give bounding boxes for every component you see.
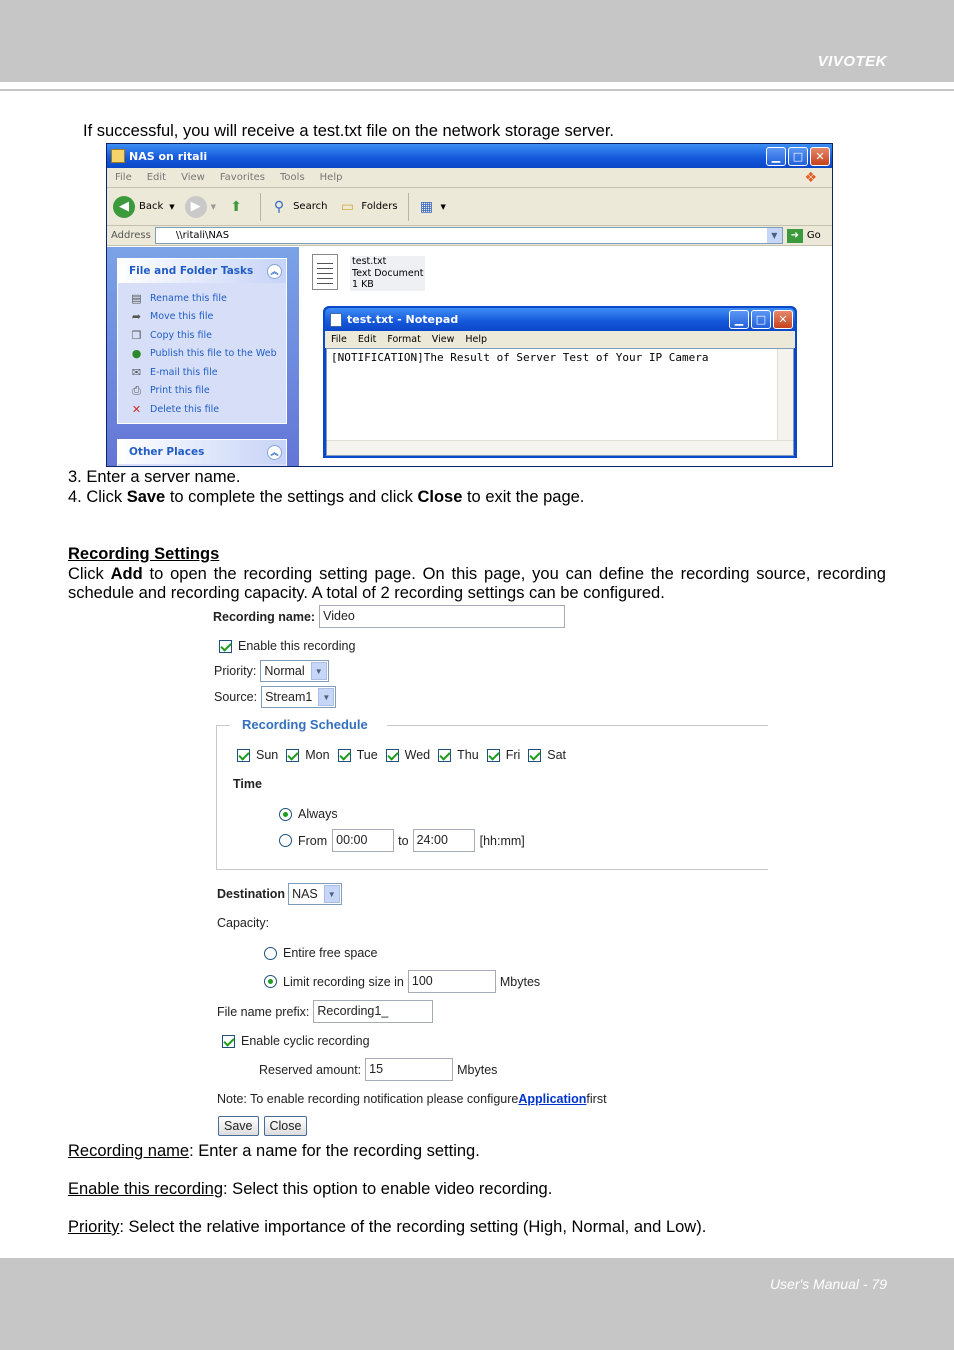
cyclic-recording-checkbox[interactable] <box>222 1035 235 1048</box>
task-rename[interactable]: ▤ Rename this file <box>129 289 286 308</box>
menu-favorites[interactable]: Favorites <box>219 172 266 183</box>
wed-checkbox[interactable] <box>386 749 399 762</box>
thu-checkbox[interactable] <box>438 749 451 762</box>
file-size: 1 KB <box>352 279 374 290</box>
reserved-amount-input[interactable]: 15 <box>365 1058 453 1081</box>
step-4: 4. Click Save to complete the settings and click Close to exit the page. <box>68 488 585 506</box>
notepad-title: test.txt - Notepad <box>347 313 459 326</box>
note-row: Note: To enable recording notification please configure Application first <box>217 1092 607 1106</box>
go-button[interactable]: ➜ Go <box>787 229 821 243</box>
reserved-label: Reserved amount: <box>259 1062 362 1077</box>
file-prefix-row <box>217 1000 433 1023</box>
menu-file[interactable]: File <box>331 334 347 345</box>
minimize-button[interactable]: ▁ <box>729 310 749 329</box>
brand-logo: VIVOTEK <box>817 53 887 70</box>
menu-tools[interactable]: Tools <box>280 172 305 183</box>
footer-band <box>0 1258 954 1350</box>
page-number: User's Manual - 79 <box>769 1276 887 1292</box>
task-move[interactable]: ➦ Move this file <box>129 308 286 327</box>
definition-enable-recording: Enable this recording: Select this option to enable video recording. <box>68 1180 553 1198</box>
delete-icon: ✕ <box>131 402 142 416</box>
collapse-icon[interactable]: ︽ <box>267 445 282 460</box>
maximize-button[interactable]: □ <box>751 310 771 329</box>
limit-size-row: Limit recording size in 100 Mbytes <box>264 970 540 993</box>
entire-free-space-radio[interactable] <box>264 947 277 960</box>
recording-name-row <box>213 605 565 628</box>
dropdown-arrow-icon: ▼ <box>210 202 217 211</box>
notepad-menu-bar <box>325 331 795 348</box>
dropdown-arrow-icon: ▼ <box>169 202 175 211</box>
capacity-label: Capacity: <box>217 916 270 930</box>
file-type: Text Document <box>352 267 424 279</box>
notepad-window <box>323 306 797 458</box>
destination-label: Destination <box>217 887 286 901</box>
close-button[interactable]: Close <box>264 1116 308 1136</box>
chevron-down-icon: ▼ <box>324 885 340 903</box>
destination-select[interactable]: NAS ▼ <box>288 883 342 905</box>
always-radio[interactable] <box>279 808 292 821</box>
task-delete[interactable]: ✕ Delete this file <box>129 400 286 419</box>
task-print[interactable]: ⎙ Print this file <box>129 382 286 401</box>
address-input[interactable]: \\ritali\NAS ▼ <box>155 227 783 244</box>
folder-icon <box>111 149 125 163</box>
up-folder-button[interactable] <box>226 197 250 217</box>
up-folder-icon: ⬆ <box>230 198 242 215</box>
chevron-down-icon: ▼ <box>311 662 327 680</box>
header-divider <box>0 89 954 91</box>
copy-icon: ❐ <box>131 328 142 342</box>
priority-select[interactable]: Normal ▼ <box>260 660 328 682</box>
destination-row <box>217 883 342 905</box>
close-button[interactable]: ✕ <box>773 310 793 329</box>
other-places-header[interactable]: Other Places ︽ <box>118 440 286 464</box>
back-button[interactable]: ◀ Back ▼ <box>113 196 175 218</box>
toolbar-separator <box>260 193 261 221</box>
source-label: Source: <box>214 690 258 704</box>
back-arrow-icon: ◀ <box>113 196 135 218</box>
move-icon: ➦ <box>131 310 142 324</box>
notepad-content: [NOTIFICATION]The Result of Server Test of Your IP Camera <box>331 351 709 364</box>
views-button[interactable] <box>417 197 446 217</box>
file-prefix-label: File name prefix: <box>217 1004 310 1019</box>
views-icon: ▦ <box>419 198 434 215</box>
file-name: test.txt <box>352 256 387 267</box>
printer-icon: ⎙ <box>132 383 141 397</box>
explorer-toolbar <box>107 188 832 226</box>
explorer-menu-bar <box>107 168 832 188</box>
step-3: 3. Enter a server name. <box>68 468 241 486</box>
enable-recording-row[interactable]: Enable this recording <box>219 639 355 653</box>
from-row: From 00:00 to 24:00 [hh:mm] <box>279 829 525 852</box>
source-select[interactable]: Stream1 ▼ <box>261 686 336 708</box>
horizontal-scrollbar[interactable] <box>327 440 793 455</box>
minimize-button[interactable]: ▁ <box>766 147 786 166</box>
explorer-window <box>106 143 833 467</box>
menu-help[interactable]: Help <box>465 334 488 345</box>
source-row <box>214 686 336 708</box>
task-email[interactable]: ✉ E-mail this file <box>129 363 286 382</box>
day-checkboxes: Sun Mon Tue Wed Thu Fri Sat <box>237 748 566 762</box>
address-label: Address <box>111 230 151 241</box>
file-prefix-input[interactable]: Recording1_ <box>313 1000 433 1023</box>
chevron-down-icon: ▼ <box>318 688 334 706</box>
notepad-title-bar <box>325 308 795 331</box>
notepad-text-area[interactable] <box>326 348 794 456</box>
limit-size-input[interactable]: 100 <box>408 970 496 993</box>
cyclic-row[interactable]: Enable cyclic recording <box>222 1034 370 1048</box>
forward-button[interactable] <box>185 196 216 218</box>
menu-view[interactable]: View <box>181 172 205 183</box>
menu-file[interactable]: File <box>115 172 132 183</box>
section-heading: Recording Settings <box>68 545 220 563</box>
dropdown-arrow-icon: ▼ <box>440 202 446 211</box>
recording-settings-form <box>205 603 775 1143</box>
file-info <box>350 256 425 291</box>
search-icon: ⚲ <box>273 198 285 215</box>
rename-icon: ▤ <box>131 291 142 305</box>
intro-text: If successful, you will receive a test.txt file on the network storage server. <box>83 122 614 140</box>
task-copy[interactable]: ❐ Copy this file <box>129 326 286 345</box>
forward-arrow-icon: ▶ <box>185 196 207 218</box>
save-button[interactable]: Save <box>218 1116 259 1136</box>
chevron-down-icon[interactable]: ▼ <box>767 228 782 243</box>
recording-name-label: Recording name: <box>213 609 316 624</box>
menu-edit[interactable]: Edit <box>357 334 377 345</box>
notepad-icon <box>330 313 342 327</box>
folders-icon: ▭ <box>340 198 355 215</box>
go-arrow-icon: ➜ <box>787 229 803 243</box>
mon-checkbox[interactable] <box>286 749 299 762</box>
text-file-icon <box>312 254 338 290</box>
recording-schedule-legend: Recording Schedule <box>242 717 368 732</box>
from-time-input[interactable]: 00:00 <box>332 829 394 852</box>
address-bar <box>107 226 832 246</box>
reserved-row: Reserved amount: 15 Mbytes <box>259 1058 497 1081</box>
task-publish[interactable]: ● Publish this file to the Web <box>129 345 286 364</box>
recording-name-input[interactable]: Video <box>319 605 565 628</box>
sun-checkbox[interactable] <box>237 749 250 762</box>
to-time-input[interactable]: 24:00 <box>413 829 475 852</box>
definition-recording-name: Recording name: Enter a name for the recording setting. <box>68 1142 480 1160</box>
maximize-button[interactable]: □ <box>788 147 808 166</box>
fri-checkbox[interactable] <box>487 749 500 762</box>
close-button[interactable]: ✕ <box>810 147 830 166</box>
tue-checkbox[interactable] <box>338 749 351 762</box>
explorer-title-bar <box>107 144 832 168</box>
enable-recording-checkbox[interactable] <box>219 640 232 653</box>
menu-edit[interactable]: Edit <box>146 172 167 183</box>
menu-view[interactable]: View <box>431 334 455 345</box>
globe-icon: ● <box>131 347 142 361</box>
file-folder-tasks-header[interactable]: File and Folder Tasks ︽ <box>118 259 286 283</box>
file-test-txt[interactable] <box>312 254 425 291</box>
priority-row <box>214 660 329 682</box>
explorer-title: NAS on ritali <box>129 149 208 163</box>
email-icon: ✉ <box>131 365 142 379</box>
header-band <box>0 0 954 82</box>
other-places-panel <box>117 439 287 467</box>
limit-size-radio[interactable] <box>264 975 277 988</box>
collapse-icon[interactable]: ︽ <box>267 264 282 279</box>
search-button[interactable]: ⚲ Search <box>269 197 327 217</box>
application-link[interactable]: Application <box>518 1092 587 1106</box>
menu-format[interactable]: Format <box>387 334 421 345</box>
toolbar-separator <box>408 193 409 221</box>
section-description: Click Add to open the recording setting page. On this page, you can define the recording source, recording schedule and recording capacity. A total of 2 recording settings can be configured. <box>68 565 886 602</box>
menu-help[interactable]: Help <box>319 172 343 183</box>
sat-checkbox[interactable] <box>528 749 541 762</box>
entire-free-space-row[interactable]: Entire free space <box>264 946 378 960</box>
definition-priority: Priority: Select the relative importance of the recording setting (High, Normal, and Low). <box>68 1218 707 1236</box>
task-pane <box>107 247 299 467</box>
time-label: Time <box>233 777 262 791</box>
windows-logo-icon: ❖ <box>804 169 817 186</box>
always-row[interactable]: Always <box>279 807 338 821</box>
file-folder-tasks-panel <box>117 258 287 424</box>
form-buttons <box>218 1116 307 1136</box>
priority-label: Priority: <box>214 664 257 678</box>
vertical-scrollbar[interactable] <box>777 349 793 441</box>
from-radio[interactable] <box>279 834 292 847</box>
folders-button[interactable]: ▭ Folders <box>337 197 397 217</box>
